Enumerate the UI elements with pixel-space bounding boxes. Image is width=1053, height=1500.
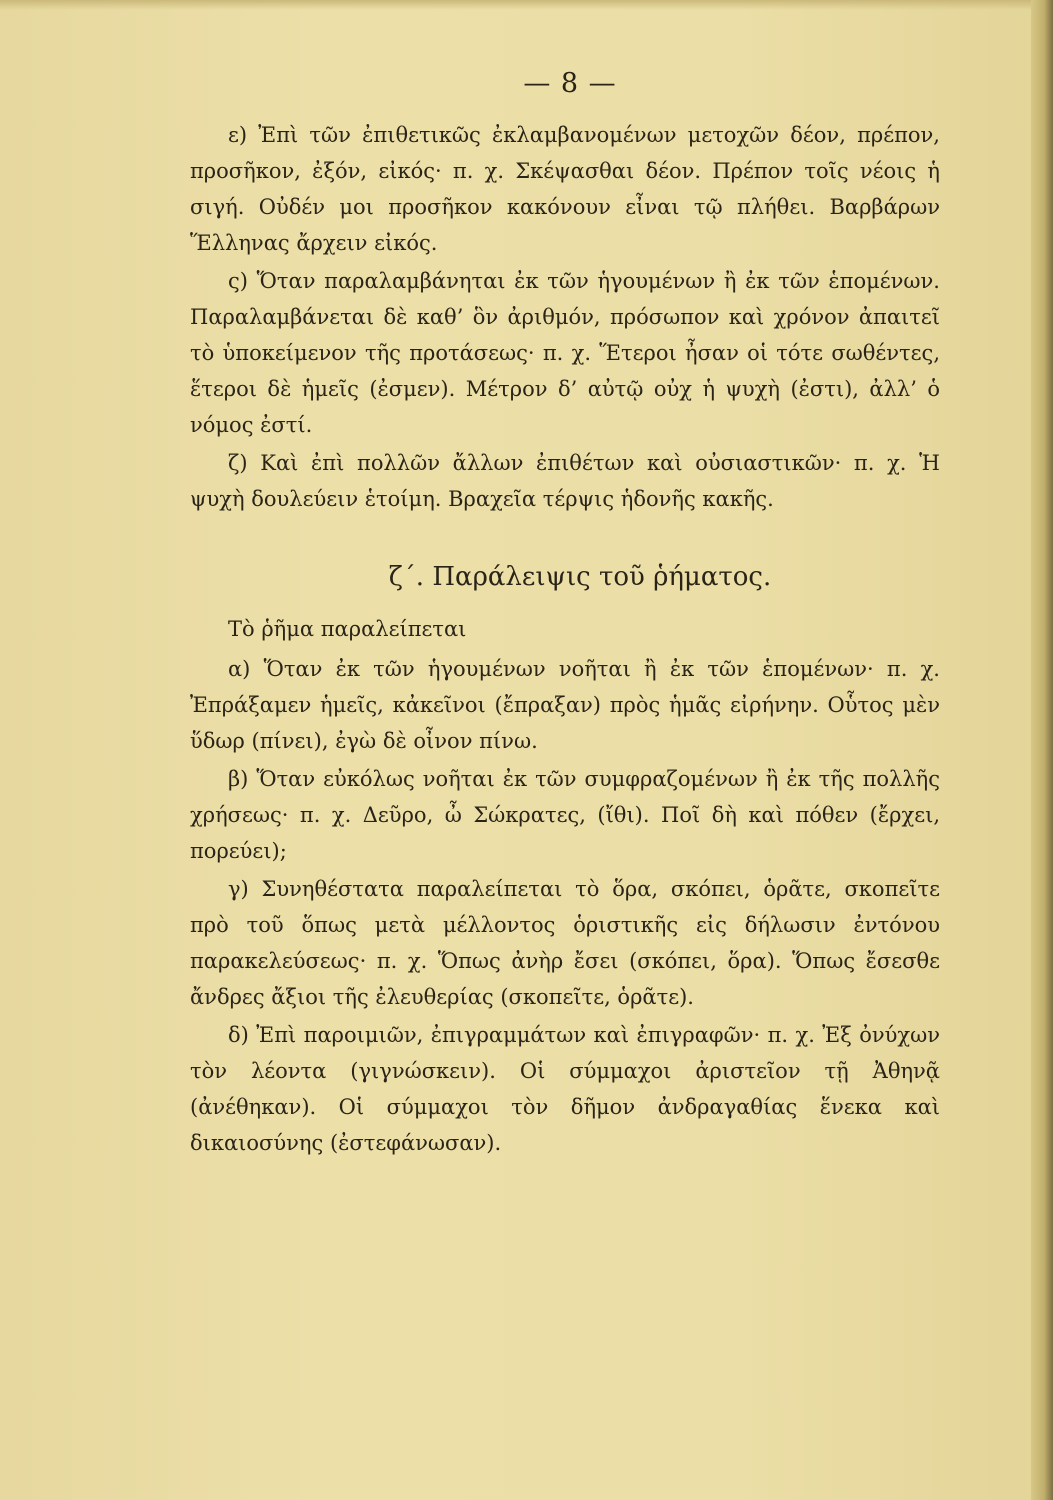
paragraph-beta — [190, 761, 940, 869]
paragraph-delta — [190, 1017, 940, 1161]
paragraph-epsilon — [190, 117, 940, 261]
page-top-edge — [0, 0, 1053, 10]
item-label: α) — [228, 657, 251, 681]
item-text: Ἐπὶ παροιμιῶν, ἐπιγραμμάτων καὶ ἐπιγραφῶν· π. χ. Ἐξ ὀνύχων τὸν λέοντα (γιγνώσκειν). Οἱ σύμμαχοι ἀριστεῖον τῇ Ἀθηνᾷ (ἀνέθηκαν). Οἱ σύμμαχοι τὸν δῆμον ἀνδραγαθίας ἕνεκα καὶ δικαιοσύνης (ἐστεφάνωσαν). — [190, 1023, 940, 1155]
paragraph-stigma — [190, 263, 940, 443]
item-label: ς) — [228, 269, 248, 293]
paragraph-zeta — [190, 445, 940, 517]
item-label: ε) — [228, 123, 248, 147]
page-content — [190, 117, 940, 1161]
section-heading: ζ΄. Παράλειψις τοῦ ῥήματος. — [388, 562, 772, 592]
page-right-edge — [1031, 0, 1053, 1500]
item-text: Ἐπὶ τῶν ἐπιθετικῶς ἐκλαμβανομένων μετοχῶν δέον, πρέπον, προσῆκον, ἐξόν, εἰκός· π. χ. Σκέψασθαι δέον. Πρέπον τοῖς νέοις ἡ σιγή. Οὐδέν μοι προσῆκον κακόνουν εἶναι τῷ πλήθει. Βαρβάρων Ἕλληνας ἄρχειν εἰκός. — [190, 123, 940, 255]
item-text: Συνηθέστατα παραλείπεται τὸ ὅρα, σκόπει, ὁρᾶτε, σκοπεῖτε πρὸ τοῦ ὅπως μετὰ μέλλοντος ὁριστικῆς εἰς δήλωσιν ἐντόνου παρακελεύσεως· π. χ. Ὅπως ἀνὴρ ἔσει (σκόπει, ὅρα). Ὅπως ἔσεσθε ἄνδρες ἄξιοι τῆς ἐλευθερίας (σκοπεῖτε, ὁρᾶτε). — [190, 877, 940, 1009]
item-text: Καὶ ἐπὶ πολλῶν ἄλλων ἐπιθέτων καὶ οὐσιαστικῶν· π. χ. Ἡ ψυχὴ δουλεύειν ἑτοίμη. Βραχεῖα τέρψις ἡδονῆς κακῆς. — [190, 451, 940, 511]
item-text: Ὅταν ἐκ τῶν ἡγουμένων νοῆται ἢ ἐκ τῶν ἑπομένων· π. χ. Ἐπράξαμεν ἡμεῖς, κἀκεῖνοι (ἔπραξαν) πρὸς ἡμᾶς εἰρήνην. Οὗτος μὲν ὕδωρ (πίνει), ἐγὼ δὲ οἶνον πίνω. — [190, 657, 940, 753]
section-intro: Τὸ ῥῆμα παραλείπεται — [228, 617, 467, 641]
item-label: δ) — [228, 1023, 249, 1047]
paragraph-alpha — [190, 651, 940, 759]
paragraph-gamma — [190, 871, 940, 1015]
item-label: γ) — [228, 877, 249, 901]
item-text: Ὅταν εὐκόλως νοῆται ἐκ τῶν συμφραζομένων ἢ ἐκ τῆς πολλῆς χρήσεως· π. χ. Δεῦρο, ὦ Σώκρατες, (ἴθι). Ποῖ δὴ καὶ πόθεν (ἔρχει, πορεύει); — [190, 767, 940, 863]
item-label: β) — [228, 767, 249, 791]
item-label: ζ) — [228, 451, 248, 475]
page-number: — 8 — — [523, 68, 617, 99]
item-text: Ὅταν παραλαμβάνηται ἐκ τῶν ἡγουμένων ἢ ἐκ τῶν ἑπομένων. Παραλαμβάνεται δὲ καθ’ ὃν ἀριθμόν, πρόσωπον καὶ χρόνον ἀπαιτεῖ τὸ ὑποκείμενον τῆς προτάσεως· π. χ. Ἕτεροι ἦσαν οἱ τότε σωθέντες, ἕτεροι δὲ ἡμεῖς (ἐσμεν). Μέτρον δ’ αὐτῷ οὐχ ἡ ψυχὴ (ἐστι), ἀλλ’ ὁ νόμος ἐστί. — [190, 269, 940, 437]
